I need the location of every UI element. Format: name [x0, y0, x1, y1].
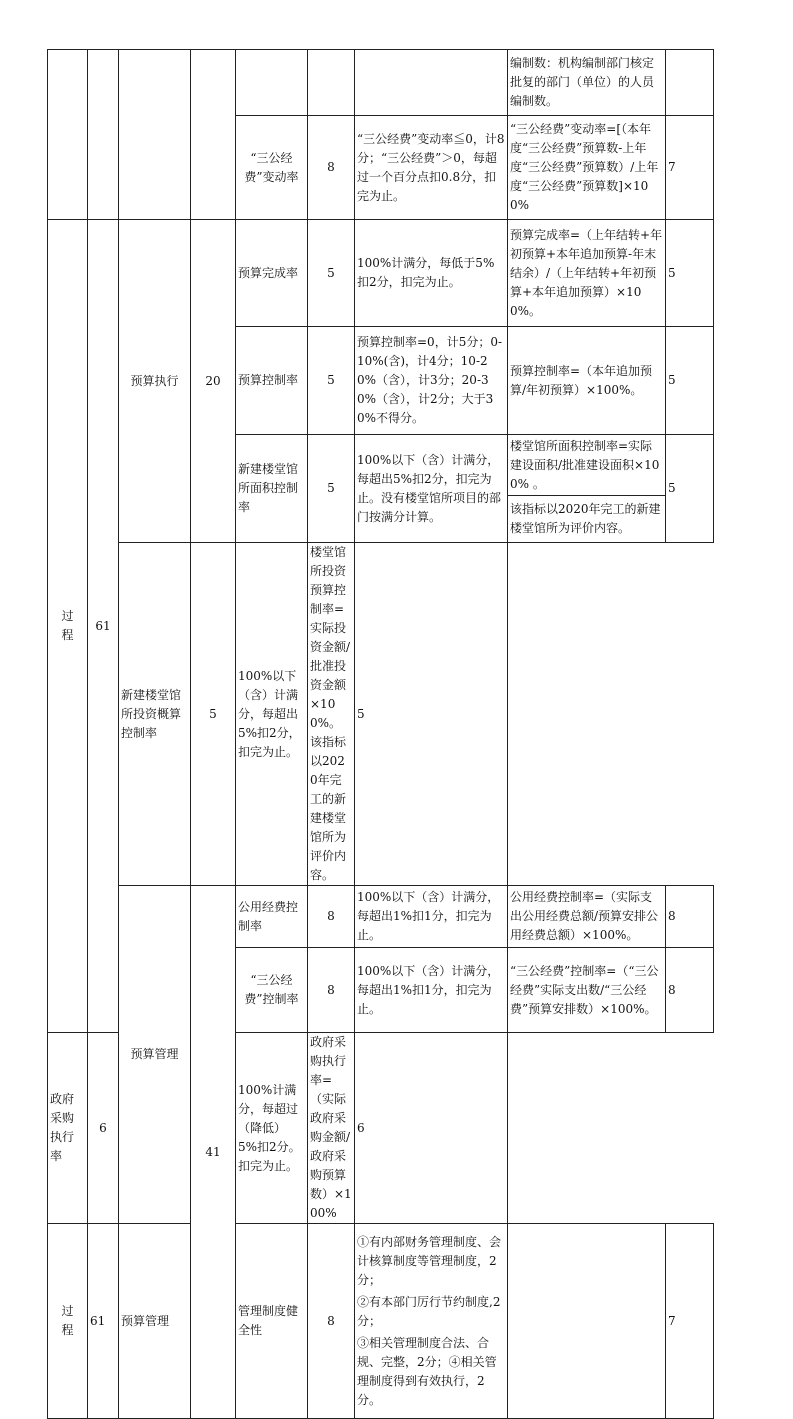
criteria-cell: 预算控制率=0，计5分；0-10%(含)，计4分；10-20%（含），计3分；20-30%（含），计2分；大于30%不得分。 [355, 327, 508, 435]
indicator-cell: 公用经费控制率 [236, 886, 308, 948]
score-cell: 6 [355, 1033, 508, 1224]
score-cell: 5 [666, 220, 714, 327]
criteria-cell: 100%计满分，每低于5%扣2分，扣完为止。 [355, 220, 508, 327]
formula-cell: 政府采购执行率=（实际政府采购金额/政府采购预算数）×100% [308, 1033, 355, 1224]
score-cell: 5 [355, 543, 508, 886]
score-cell: 8 [666, 886, 714, 948]
indicator-cell: “三公经费”控制率 [236, 948, 308, 1033]
score-cell: 7 [666, 116, 714, 220]
formula-cell: “三公经费”控制率=（“三公经费”实际支出数/“三公经费”预算安排数）×100%。 [508, 948, 666, 1033]
score-cell: 7 [666, 1224, 714, 1419]
table-row [48, 1224, 714, 1419]
weight-cell: 8 [308, 948, 355, 1033]
indicator-cell: 新建楼堂馆所投资概算控制率 [119, 543, 191, 886]
weight-cell: 5 [308, 327, 355, 435]
score-cell: 5 [666, 435, 714, 543]
formula-note-cell: 该指标以2020年完工的新建楼堂馆所为评价内容。 [508, 496, 666, 543]
table-row [48, 50, 714, 116]
formula-cell: 预算完成率=（上年结转+年初预算+本年追加预算-年末结余）/（上年结转+年初预算+本年追加预算）×100%。 [508, 220, 666, 327]
criteria-cell: 100%计满分，每超过（降低）5%扣2分。扣完为止。 [236, 1033, 308, 1224]
criteria-item: ②有本部门厉行节约制度,2分； [357, 1294, 501, 1328]
cell-empty [666, 50, 714, 116]
table-row [48, 543, 714, 886]
indicator-cell: “三公经费”变动率 [236, 116, 308, 220]
criteria-cell: 100%以下（含）计满分，每超出5%扣2分，扣完为止。没有楼堂馆所项目的部门按满分计算。 [355, 435, 508, 543]
criteria-item: ③相关管理制度合法、合规、完整，2分；④相关管理制度得到有效执行，2分。 [357, 1335, 497, 1407]
level1-label: 过程 [61, 1304, 74, 1337]
weight-cell: 8 [308, 116, 355, 220]
weight-cell: 8 [308, 886, 355, 948]
criteria-cell: “三公经费”变动率≦0，计8分；“三公经费”＞0，每超过一个百分点扣0.8分，扣完为止。 [355, 116, 508, 220]
formula-cell: 预算控制率=（本年追加预算/年初预算）×100%。 [508, 327, 666, 435]
formula-cell: 编制数：机构编制部门核定批复的部门（单位）的人员编制数。 [508, 50, 666, 116]
formula-note: 该指标以2020年完工的新建楼堂馆所为评价内容。 [310, 735, 347, 882]
level2-cell: 预算管理 [119, 886, 191, 1224]
formula-cell: 公用经费控制率=（实际支出公用经费总额/预算安排公用经费总额）×100%。 [508, 886, 666, 948]
weight-cell: 5 [308, 435, 355, 543]
cell-empty [236, 50, 308, 116]
level2-score-cell: 20 [191, 220, 236, 543]
score-cell: 8 [666, 948, 714, 1033]
level2-cell: 预算管理 [119, 1224, 191, 1419]
formula-cell [508, 1224, 666, 1419]
formula-cell: 楼堂馆所面积控制率=实际建设面积/批准建设面积×100% 。 [508, 435, 666, 496]
indicator-cell: 新建楼堂馆所面积控制率 [236, 435, 308, 543]
cell-empty [355, 50, 508, 116]
indicator-cell: 预算完成率 [236, 220, 308, 327]
indicator-cell: 管理制度健全性 [236, 1224, 308, 1419]
level1-cell [48, 1224, 88, 1419]
level1-cell [48, 220, 88, 1033]
score-cell: 5 [666, 327, 714, 435]
formula-text: 楼堂馆所投资预算控制率=实际投资金额/批准投资金额×100%。 [310, 545, 351, 730]
cell-empty [119, 50, 191, 220]
weight-cell: 6 [88, 1033, 119, 1224]
cell-empty [48, 50, 88, 220]
criteria-cell: 100%以下（含）计满分，每超出1%扣1分，扣完为止。 [355, 948, 508, 1033]
weight-cell: 8 [308, 1224, 355, 1419]
criteria-cell [355, 1224, 508, 1419]
cell-empty [191, 50, 236, 220]
indicator-cell: 预算控制率 [236, 327, 308, 435]
indicator-cell: 政府采购执行率 [48, 1033, 88, 1224]
table-row [48, 886, 714, 948]
cell-empty [308, 50, 355, 116]
evaluation-table [47, 49, 714, 1419]
formula-cell: “三公经费”变动率=[（本年度“三公经费”预算数-上年度“三公经费”预算数）/上年度“三公经费”预算数]×100% [508, 116, 666, 220]
criteria-item: ①有内部财务管理制度、会计核算制度等管理制度，2分； [357, 1234, 502, 1287]
weight-cell: 5 [191, 543, 236, 886]
level2-score-cell: 41 [191, 886, 236, 1419]
criteria-cell: 100%以下（含）计满分，每超出1%扣1分，扣完为止。 [355, 886, 508, 948]
level1-label: 过程 [61, 609, 74, 642]
level2-cell: 预算执行 [119, 220, 191, 543]
weight-cell: 5 [308, 220, 355, 327]
criteria-cell: 100%以下（含）计满分，每超出5%扣2分，扣完为止。 [236, 543, 308, 886]
formula-cell [308, 543, 355, 886]
level1-score-cell: 61 [88, 1224, 119, 1419]
level1-score-cell: 61 [88, 220, 119, 1033]
table-row [48, 220, 714, 327]
cell-empty [88, 50, 119, 220]
